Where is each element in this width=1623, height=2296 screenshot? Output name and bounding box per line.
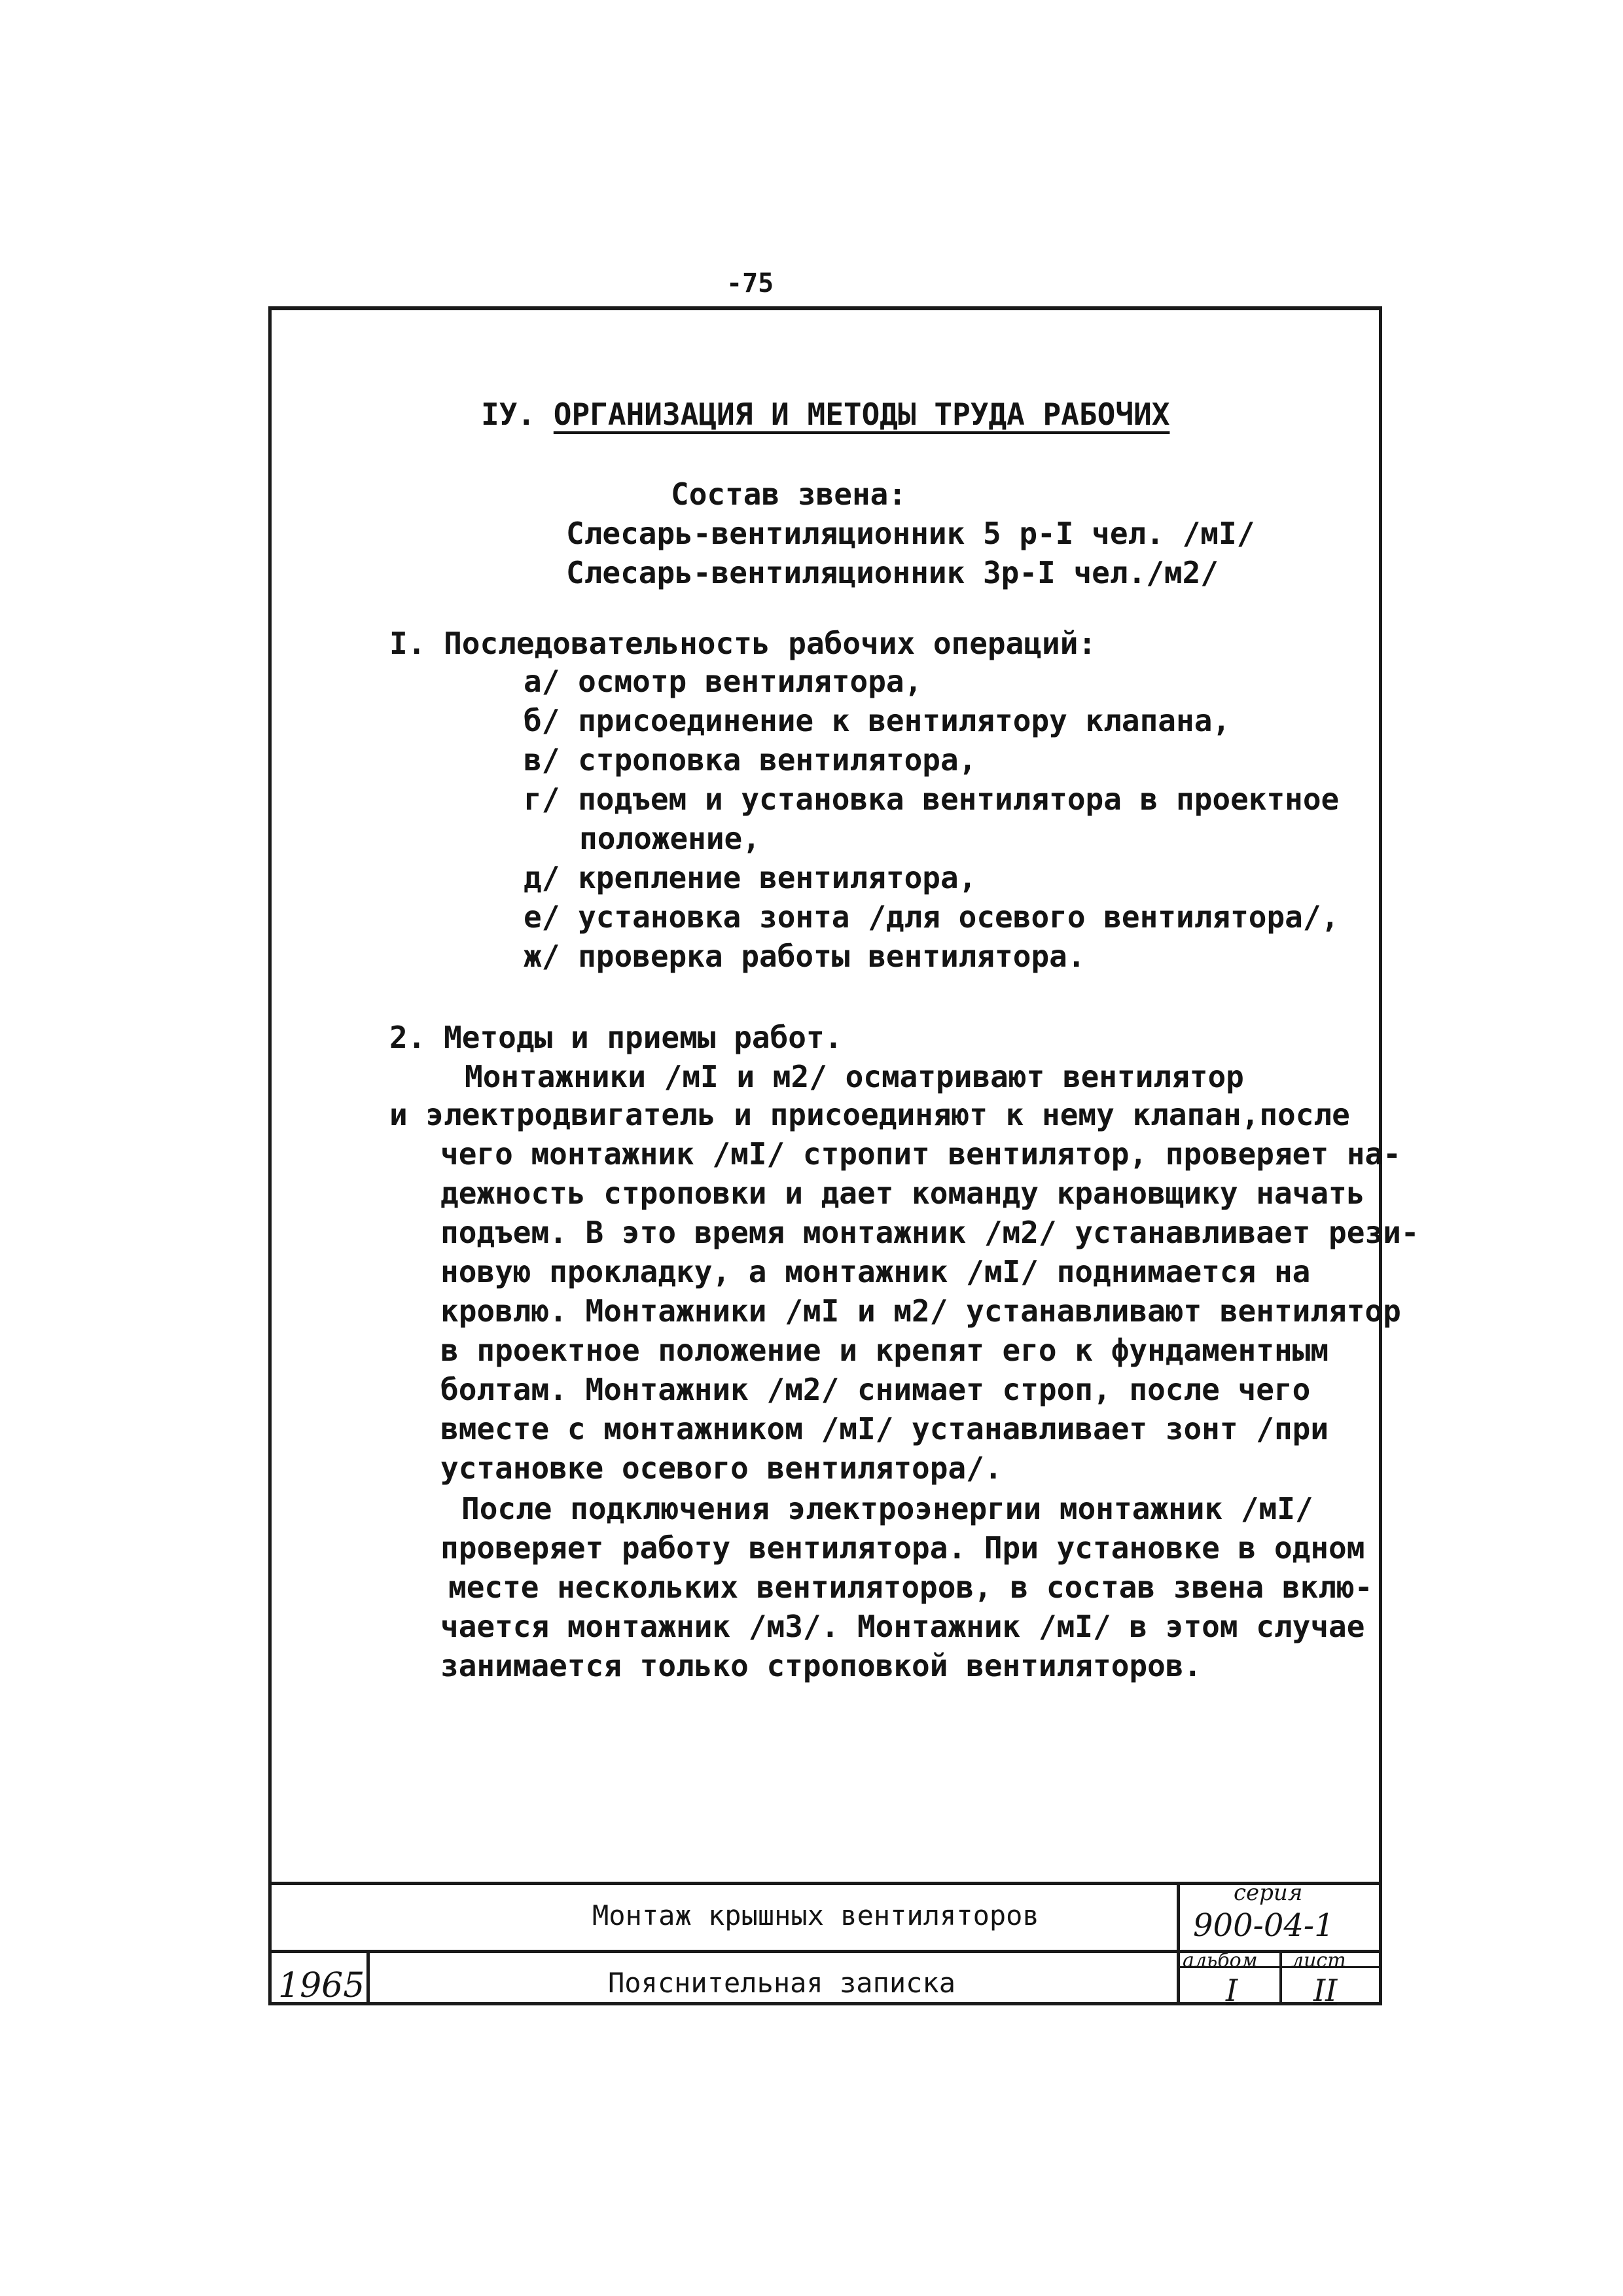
methods-line: Монтажники /мI и м2/ осматривают вентилятор <box>465 1059 1244 1094</box>
title-block-album-sheet-divider <box>1279 1953 1282 2005</box>
document-title: Пояснительная записка <box>608 1967 956 1999</box>
series-value: 900-04-1 <box>1193 1907 1334 1944</box>
methods-line: вместе с монтажником /мI/ устанавливает зонт /при <box>440 1411 1329 1446</box>
section-title: ОРГАНИЗАЦИЯ И МЕТОДЫ ТРУДА РАБОЧИХ <box>553 397 1170 432</box>
year: 1965 <box>278 1966 365 2005</box>
operation-item: ж/ проверка работы вентилятора. <box>524 939 1086 974</box>
methods-line: чается монтажник /м3/. Монтажник /мI/ в этом случае <box>440 1609 1365 1644</box>
methods-line: чего монтажник /мI/ стропит вентилятор, проверяет на- <box>440 1136 1401 1172</box>
title-block-right-divider <box>1177 1882 1180 2005</box>
methods-line: подъем. В это время монтажник /м2/ устанавливает рези- <box>440 1215 1419 1250</box>
methods-line: месте нескольких вентиляторов, в состав звена вклю- <box>448 1570 1373 1605</box>
sheet-label: лист <box>1291 1949 1346 1972</box>
operation-item: б/ присоединение к вентилятору клапана, <box>524 703 1231 738</box>
methods-line: установке осевого вентилятора/. <box>440 1450 1003 1486</box>
methods-line: дежность строповки и дает команду крановщику начать <box>440 1175 1365 1211</box>
album-value: I <box>1226 1973 1238 2008</box>
crew-member: Слесарь-вентиляционник 5 р-I чел. /мI/ <box>566 516 1255 551</box>
sheet-value: II <box>1313 1973 1338 2008</box>
crew-member: Слесарь-вентиляционник 3р-I чел./м2/ <box>566 555 1219 590</box>
page-number: -75 <box>726 268 774 298</box>
methods-line: болтам. Монтажник /м2/ снимает строп, после чего <box>440 1372 1311 1407</box>
operation-item: положение, <box>579 821 760 856</box>
operations-heading: I. Последовательность рабочих операций: <box>389 626 1097 661</box>
title-block-top-rule <box>268 1882 1382 1885</box>
operation-item: г/ подъем и установка вентилятора в проектное <box>524 781 1340 817</box>
methods-line: и электродвигатель и присоединяют к нему клапан,после <box>389 1097 1350 1132</box>
operation-item: д/ крепление вентилятора, <box>524 860 977 895</box>
section-heading <box>481 394 1169 435</box>
album-label: альбом <box>1183 1949 1258 1972</box>
methods-line: кровлю. Монтажники /мI и м2/ устанавливают вентилятор <box>440 1293 1401 1329</box>
methods-heading: 2. Методы и приемы работ. <box>389 1020 843 1055</box>
methods-line: проверяет работу вентилятора. При установке в одном <box>440 1530 1365 1566</box>
methods-line: новую прокладку, а монтажник /мI/ поднимается на <box>440 1254 1311 1289</box>
section-number: IУ. <box>481 397 536 432</box>
document-frame <box>268 306 1419 2008</box>
methods-line: в проектное положение и крепят его к фундаментным <box>440 1333 1329 1368</box>
series-label: серия <box>1234 1880 1303 1906</box>
operation-item: в/ строповка вентилятора, <box>524 742 977 778</box>
title-block-year-divider <box>366 1950 370 2005</box>
document-body <box>272 310 1419 1933</box>
methods-line: После подключения электроэнергии монтажник /мI/ <box>461 1491 1313 1526</box>
crew-heading: Состав звена: <box>671 476 907 512</box>
operation-item: а/ осмотр вентилятора, <box>524 664 923 699</box>
methods-line: занимается только строповкой вентиляторов. <box>440 1648 1202 1683</box>
project-title: Монтаж крышных вентиляторов <box>592 1899 1039 1931</box>
operation-item: е/ установка зонта /для осевого вентилятора/, <box>524 899 1340 935</box>
